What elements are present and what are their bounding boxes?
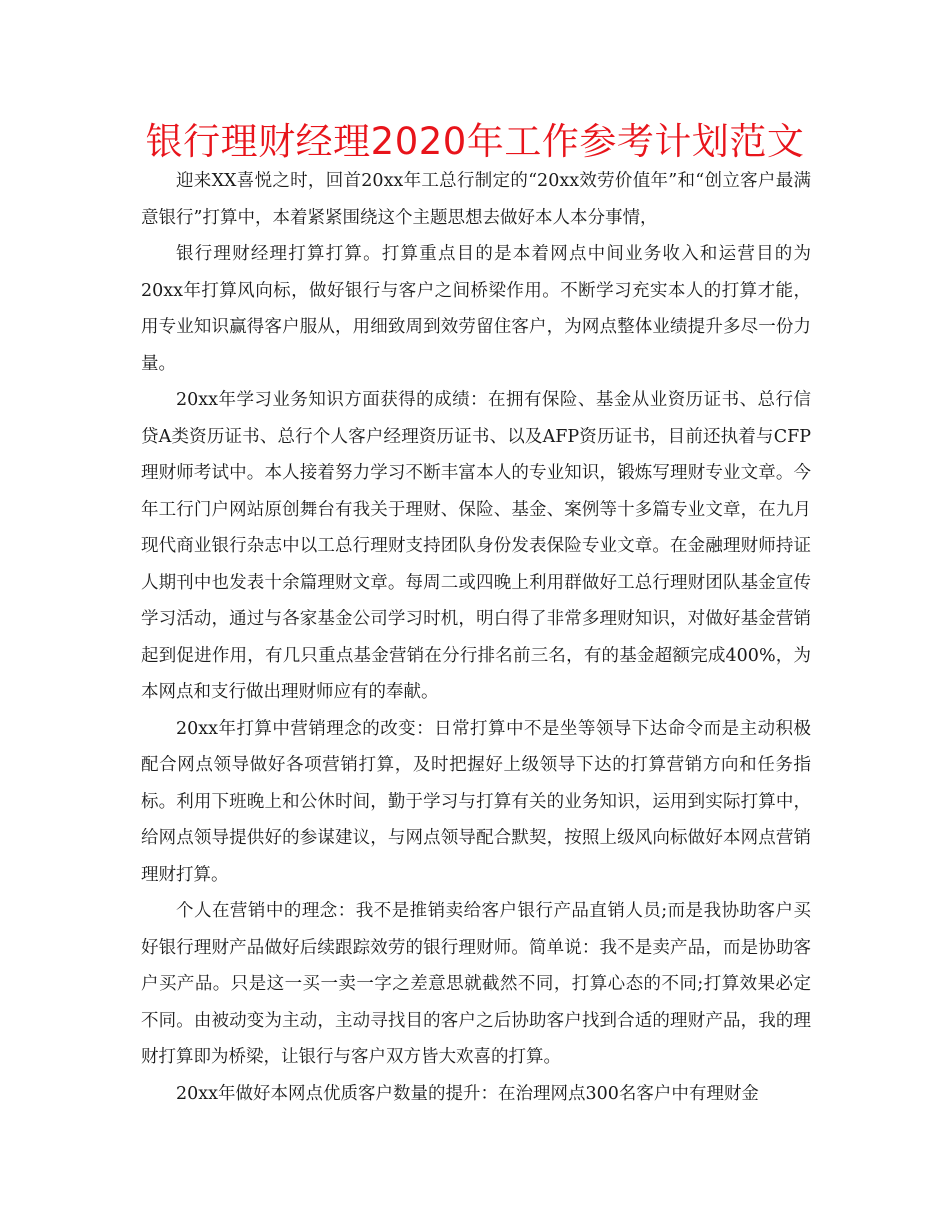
paragraph-study-results: 20xx年学习业务知识方面获得的成绩：在拥有保险、基金从业资历证书、总行信贷A类资历证书、总行个人客户经理资历证书、以及AFP资历证书，目前还执着与CFP理财师考试中。本人接着努力学习不断丰富本人的专业知识，锻炼写理财专业文章。今年工行门户网站原创舞台有我关于理财、保险、基金、案例等十多篇专业文章，在九月现代商业银行杂志中以工总行理财支持团队身份发表保险专业文章。在金融理财师持证人期刊中也发表十余篇理财文章。每周二或四晚上利用群做好工总行理财团队基金宣传学习活动，通过与各家基金公司学习时机，明白得了非常多理财知识，对做好基金营销起到促进作用，有几只重点基金营销在分行排名前三名，有的基金超额完成400%，为本网点和支行做出理财师应有的奉献。 [141, 390, 811, 702]
paragraph-marketing-change: 20xx年打算中营销理念的改变：日常打算中不是坐等领导下达命令而是主动积极配合网点领导做好各项营销打算，及时把握好上级领导下达的打算营销方向和任务指标。利用下班晚上和公休时间，勤于学习与打算有关的业务知识，运用到实际打算中，给网点领导提供好的参谋建议，与网点领导配合默契，按照上级风向标做好本网点营销理财打算。 [141, 718, 811, 885]
paragraph-quality-clients: 20xx年做好本网点优质客户数量的提升：在治理网点300名客户中有理财金 [176, 1083, 759, 1104]
paragraph-personal-concept: 个人在营销中的理念：我不是推销卖给客户银行产品直销人员;而是我协助客户买好银行理财产品做好后续跟踪效劳的银行理财师。简单说：我不是卖产品，而是协助客户买产品。只是这一买一卖一字之差意思就截然不同，打算心态的不同;打算效果必定不同。由被动变为主动，主动寻找目的客户之后协助客户找到合适的理财产品，我的理财打算即为桥梁，让银行与客户双方皆大欢喜的打算。 [141, 901, 811, 1067]
document-body [141, 163, 811, 1112]
paragraph-intro: 迎来XX喜悦之时，回首20xx年工总行制定的“20xx效劳价值年”和“创立客户最满意银行”打算中，本着紧紧围绕这个主题思想去做好本人本分事情， [141, 171, 811, 228]
paragraph-plan-goal: 银行理财经理打算打算。打算重点目的是本着网点中间业务收入和运营目的为20xx年打算风向标，做好银行与客户之间桥梁作用。不断学习充实本人的打算才能，用专业知识赢得客户服从，用细致周到效劳留住客户，为网点整体业绩提升多尽一份力量。 [141, 244, 811, 374]
document-title: 银行理财经理2020年工作参考计划范文 [145, 120, 805, 163]
